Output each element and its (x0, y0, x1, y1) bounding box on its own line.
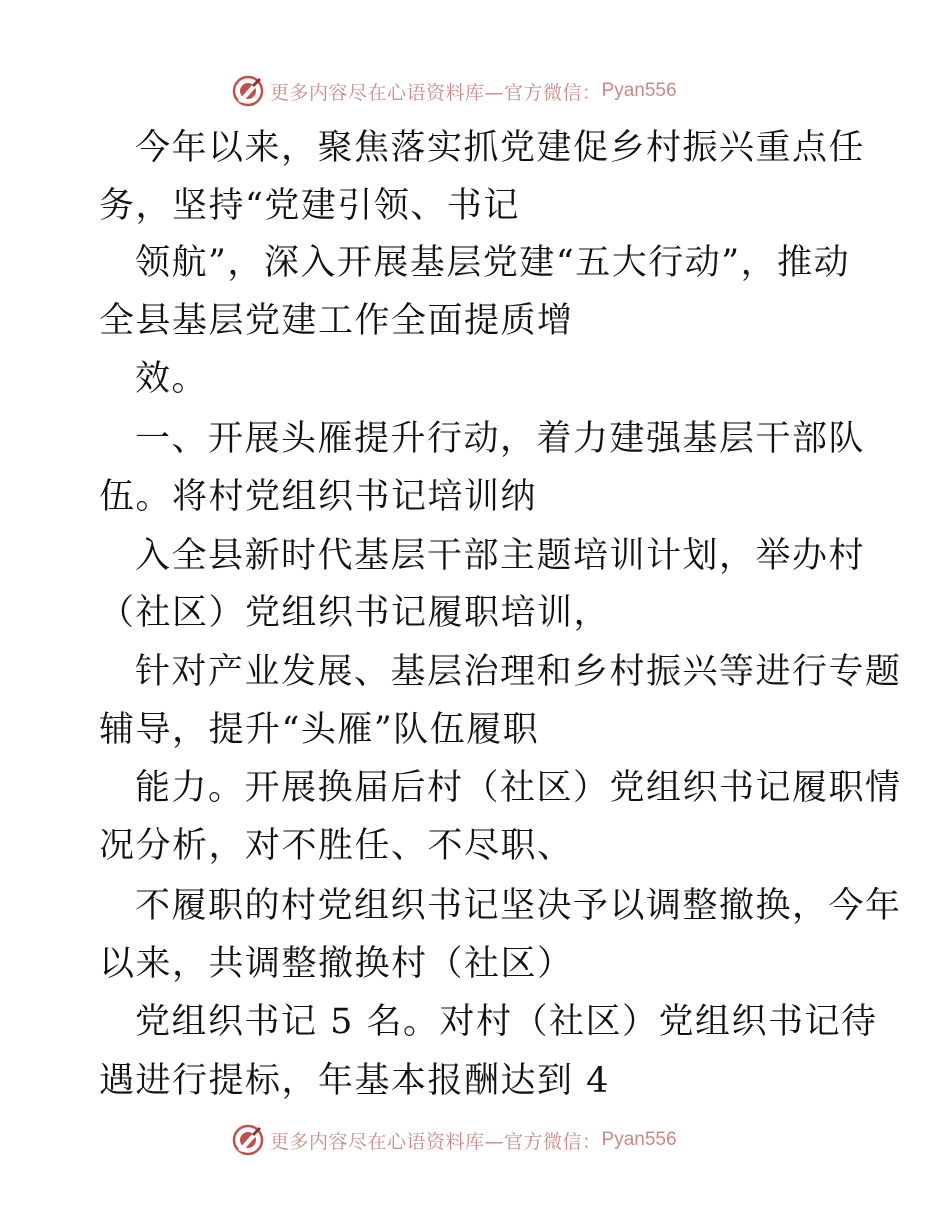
paragraph-line: 务，坚持“党建引领、书记 (99, 186, 520, 226)
paragraph-line: 以来，共调整撤换村（社区） (99, 944, 574, 984)
paragraph-line: 全县基层党建工作全面提质增 (99, 301, 574, 341)
watermark-account: Pyan556 (601, 1129, 677, 1150)
paragraph-line: 况分析，对不胜任、不尽职、 (99, 826, 574, 866)
paragraph-line: 效。 (135, 359, 209, 399)
ink-brush-emblem-icon (232, 75, 264, 107)
paragraph-line: 不履职的村党组织书记坚决予以调整撤换，今年 (135, 886, 902, 926)
paragraph-line: 能力。开展换届后村（社区）党组织书记履职情 (135, 768, 902, 808)
paragraph-line: 今年以来，聚焦落实抓党建促乡村振兴重点任 (135, 128, 866, 168)
paragraph-line: 伍。将村党组织书记培训纳 (99, 477, 538, 517)
paragraph-line: 遇进行提标，年基本报酬达到 4 (99, 1061, 610, 1101)
paragraph-line: 入全县新时代基层干部主题培训计划，举办村 (135, 536, 866, 576)
header-watermark (232, 73, 677, 109)
paragraph-line: 领航”，深入开展基层党建“五大行动”，推动 (135, 243, 851, 283)
paragraph-line: （社区）党组织书记履职培训， (99, 593, 611, 633)
paragraph-line: 针对产业发展、基层治理和乡村振兴等进行专题 (135, 652, 902, 692)
footer-watermark (232, 1122, 677, 1158)
watermark-text: 更多内容尽在心语资料库—官方微信： (270, 1130, 602, 1153)
ink-brush-emblem-icon (232, 1124, 264, 1156)
watermark-text: 更多内容尽在心语资料库—官方微信： (270, 81, 602, 104)
paragraph-line: 辅导，提升“头雁”队伍履职 (99, 710, 540, 750)
paragraph-line: 一、开展头雁提升行动，着力建强基层干部队 (135, 419, 866, 459)
watermark-account: Pyan556 (601, 80, 677, 101)
paragraph-line: 党组织书记 5 名。对村（社区）党组织书记待 (135, 1002, 878, 1042)
